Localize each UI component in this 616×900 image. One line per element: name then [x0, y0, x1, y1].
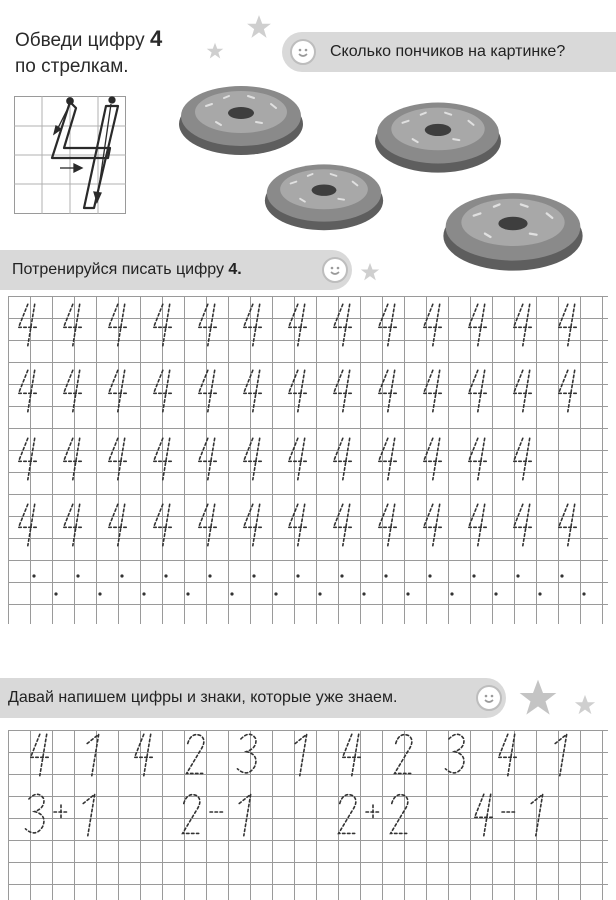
practice-digit-3-0 — [19, 504, 37, 545]
practice-digit-3-7 — [334, 504, 352, 545]
practice-digit-1-8 — [379, 370, 397, 411]
practice-digit-2-7 — [334, 438, 352, 479]
task2-question: Сколько пончиков на картинке? — [330, 43, 566, 60]
practice-digit-0-7 — [334, 304, 352, 345]
practice-digit-0-5 — [244, 304, 262, 345]
review-expr-1-0 — [183, 795, 200, 834]
guide-dot — [186, 592, 189, 595]
practice-digit-1-6 — [289, 370, 307, 411]
review-digit-10 — [555, 734, 567, 775]
practice-digit-0-0 — [19, 304, 37, 345]
practice-digit-3-4 — [199, 504, 217, 545]
practice-digit-3-5 — [244, 504, 262, 545]
review-expr-3-0 — [475, 794, 493, 835]
donut-image — [176, 76, 306, 158]
practice-digit-1-11 — [514, 370, 532, 411]
review-expr-1-2 — [239, 794, 251, 835]
review-digit-4 — [237, 734, 256, 773]
practice-digit-1-0 — [19, 370, 37, 411]
guide-dot — [164, 574, 167, 577]
review-expr-0-1 — [54, 805, 68, 819]
donut-image — [440, 180, 586, 276]
review-expr-2-2 — [391, 795, 408, 834]
guide-dot — [560, 574, 563, 577]
star-icon — [360, 262, 380, 282]
guide-dot — [450, 592, 453, 595]
task1-title-line1: Обведи цифру — [15, 30, 145, 51]
guide-dot — [516, 574, 519, 577]
guide-dot — [340, 574, 343, 577]
guide-dot — [76, 574, 79, 577]
practice-digit-3-10 — [469, 504, 487, 545]
star-icon — [574, 694, 596, 716]
practice-digit-3-1 — [64, 504, 82, 545]
review-expr-0-2 — [83, 794, 95, 835]
practice-digit-2-5 — [244, 438, 262, 479]
practice-digit-1-12 — [559, 370, 577, 411]
task4-title: Давай напишем цифры и знаки, которые уже знаем. — [8, 689, 398, 706]
review-digit-2 — [135, 734, 153, 775]
task2-banner — [282, 32, 616, 72]
guide-dot — [428, 574, 431, 577]
guide-dot — [296, 574, 299, 577]
task1-title — [15, 26, 162, 80]
task3-title — [12, 261, 242, 279]
review-digit-0 — [31, 734, 49, 775]
guide-dot — [538, 592, 541, 595]
review-digit-6 — [343, 734, 361, 775]
guide-dot — [384, 574, 387, 577]
practice-digit-2-1 — [64, 438, 82, 479]
star-icon — [246, 14, 272, 40]
guide-dot — [54, 592, 57, 595]
guide-dot — [318, 592, 321, 595]
practice-digit-2-0 — [19, 438, 37, 479]
practice-digit-1-5 — [244, 370, 262, 411]
practice-digit-0-2 — [109, 304, 127, 345]
practice-digit-0-11 — [514, 304, 532, 345]
task3-title-digit: 4. — [228, 261, 242, 278]
star-icon — [518, 678, 558, 718]
guide-dot — [274, 592, 277, 595]
practice-digit-3-11 — [514, 504, 532, 545]
guide-dot — [406, 592, 409, 595]
guide-dot — [208, 574, 211, 577]
donut-image — [262, 154, 386, 234]
guide-dot — [230, 592, 233, 595]
practice-digit-2-8 — [379, 438, 397, 479]
guide-dot — [582, 592, 585, 595]
practice-digit-0-12 — [559, 304, 577, 345]
guide-dot — [142, 592, 145, 595]
practice-digit-1-2 — [109, 370, 127, 411]
practice-digit-1-1 — [64, 370, 82, 411]
practice-digit-3-8 — [379, 504, 397, 545]
guide-dot — [494, 592, 497, 595]
practice-digit-1-10 — [469, 370, 487, 411]
task3-banner — [0, 250, 352, 290]
practice-grid — [8, 296, 608, 624]
task4-banner — [0, 678, 506, 718]
practice-digit-2-10 — [469, 438, 487, 479]
practice-digit-1-7 — [334, 370, 352, 411]
guide-dot — [32, 574, 35, 577]
guide-dot — [120, 574, 123, 577]
practice-digit-0-4 — [199, 304, 217, 345]
task1-title-line2: по стрелкам. — [15, 56, 129, 77]
review-digit-7 — [395, 735, 412, 774]
practice-digit-2-6 — [289, 438, 307, 479]
trace-arrows — [54, 97, 115, 202]
review-grid — [8, 730, 608, 900]
smiley-icon — [322, 257, 348, 283]
guide-dot — [252, 574, 255, 577]
practice-digit-2-4 — [199, 438, 217, 479]
practice-digit-2-2 — [109, 438, 127, 479]
review-digit-3 — [187, 735, 204, 774]
guide-dot — [362, 592, 365, 595]
practice-digit-0-1 — [64, 304, 82, 345]
review-digit-5 — [295, 734, 307, 775]
task3-title-prefix: Потренируйся писать цифру — [12, 261, 229, 278]
review-expr-0-0 — [25, 794, 44, 833]
practice-digit-0-6 — [289, 304, 307, 345]
practice-digit-3-6 — [289, 504, 307, 545]
practice-digit-0-10 — [469, 304, 487, 345]
star-icon — [206, 42, 224, 60]
smiley-icon — [290, 39, 316, 65]
guide-dot — [472, 574, 475, 577]
review-expr-2-1 — [366, 805, 380, 819]
practice-digit-2-11 — [514, 438, 532, 479]
review-expr-2-0 — [339, 795, 356, 834]
practice-digit-0-8 — [379, 304, 397, 345]
practice-digit-3-12 — [559, 504, 577, 545]
smiley-icon — [476, 685, 502, 711]
trace-grid — [14, 96, 126, 214]
donut-image — [372, 92, 504, 176]
practice-digit-1-4 — [199, 370, 217, 411]
task1-title-digit: 4 — [149, 26, 163, 51]
guide-dot — [98, 592, 101, 595]
practice-digit-3-2 — [109, 504, 127, 545]
